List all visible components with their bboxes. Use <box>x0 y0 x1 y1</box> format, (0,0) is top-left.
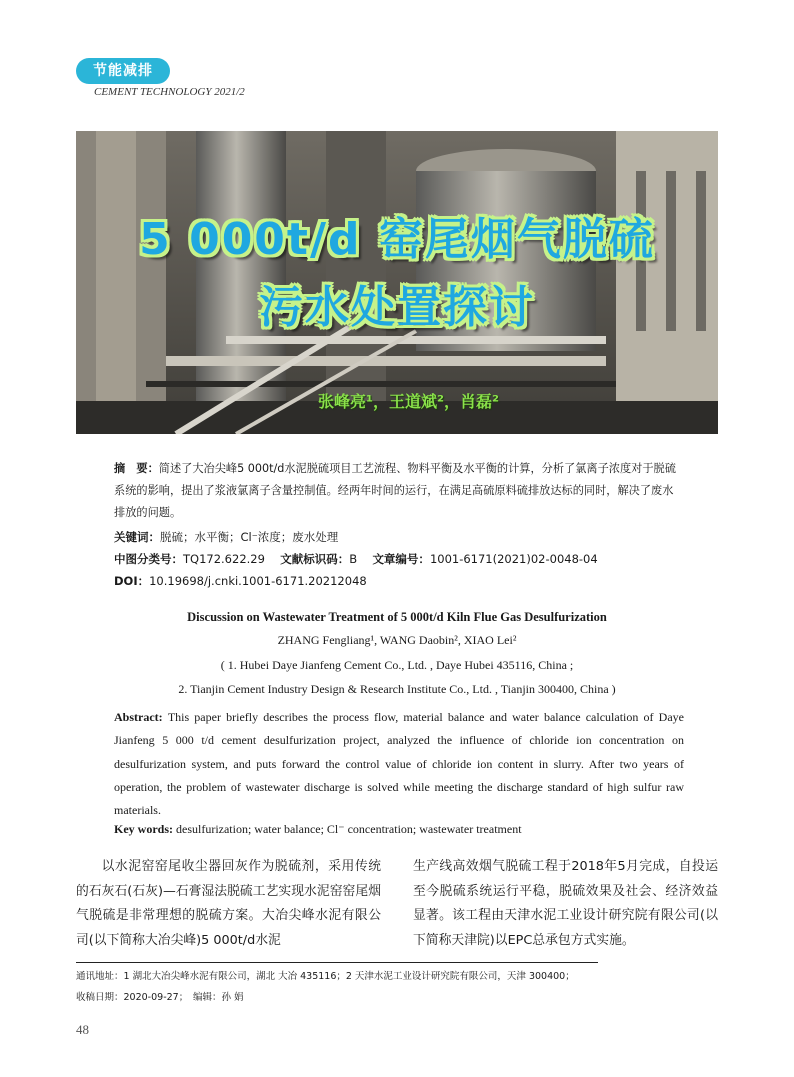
english-affiliation-2: 2. Tianjin Cement Industry Design & Research Institute Co., Ltd. , Tianjin 300400, China ) <box>178 682 616 696</box>
article-title-line1: 5 000t/d 窑尾烟气脱硫 <box>139 214 655 265</box>
english-title: Discussion on Wastewater Treatment of 5 000t/d Kiln Flue Gas Desulfurization <box>187 610 607 624</box>
hero-image <box>76 131 718 434</box>
section-badge: 节能减排 <box>76 58 170 84</box>
body-column-right: 生产线高效烟气脱硫工程于2018年5月完成，自投运至今脱硫系统运行平稳，脱硫效果及社会、经济效益显著。该工程由天津水泥工业设计研究院有限公司(以下简称天津院)以EPC总承包方式实施。 <box>413 859 718 948</box>
doc-code-value: B <box>349 552 358 566</box>
english-keywords-label: Key words: <box>114 822 176 836</box>
english-abstract-label: Abstract: <box>114 710 168 724</box>
footnote-address: 通讯地址：1 湖北大冶尖峰水泥有限公司，湖北 大冶 435116；2 天津水泥工业设计研究院有限公司，天津 300400； <box>76 971 575 982</box>
article-title-line2: 污水处置探讨 <box>259 282 535 333</box>
footnote-received: 收稿日期：2020-09-27； 编辑：孙 娟 <box>76 992 244 1003</box>
english-keywords <box>114 822 684 837</box>
classification-line <box>114 548 684 570</box>
page-number: 48 <box>76 1022 89 1037</box>
english-abstract <box>114 706 684 822</box>
footnote-divider <box>76 962 598 963</box>
keywords-label: 关键词： <box>114 530 160 544</box>
english-keywords-text: desulfurization; water balance; Cl⁻ concentration; wastewater treatment <box>176 822 522 836</box>
english-authors: ZHANG Fengliang¹, WANG Daobin², XIAO Lei² <box>277 633 517 647</box>
journal-header: CEMENT TECHNOLOGY 2021/2 <box>94 86 245 98</box>
english-affiliation-1: ( 1. Hubei Daye Jianfeng Cement Co., Ltd. , Daye Hubei 435116, China ; <box>220 658 574 672</box>
clc-value: TQ172.622.29 <box>183 552 265 566</box>
abstract-label: 摘 要： <box>114 462 159 475</box>
clc-label: 中图分类号： <box>114 552 183 566</box>
doi-value[interactable]: 10.19698/j.cnki.1001-6171.20212048 <box>149 574 367 588</box>
article-number-value: 1001-6171(2021)02-0048-04 <box>429 552 598 566</box>
english-abstract-text: This paper briefly describes the process flow, material balance and water balance calculation of Daye Jianfeng 5 000 t/d cement desulfurization project, analyzed the influence of chloride ion concentration on desulfurization system, and puts forward the control value of chloride ion content in slurry. After two years of operation, the problem of wastewater discharge is solved while meeting the discharge standard of high sulfur raw materials. <box>114 710 684 818</box>
doi-line <box>114 570 684 592</box>
chinese-keywords <box>114 526 684 548</box>
keywords-text: 脱硫；水平衡；Cl⁻浓度；废水处理 <box>160 530 339 544</box>
doc-code-label: 文献标识码： <box>280 552 350 566</box>
hero-authors: 张峰亮¹，王道斌²，肖磊² <box>318 392 500 411</box>
chinese-abstract <box>114 458 684 524</box>
article-number-label: 文章编号： <box>372 552 430 566</box>
doi-label: DOI： <box>114 574 150 588</box>
body-column-left: 以水泥窑窑尾收尘器回灰作为脱硫剂，采用传统的石灰石(石灰)—石膏湿法脱硫工艺实现水泥窑窑尾烟气脱硫是非常理想的脱硫方案。大冶尖峰水泥有限公司(以下简称大冶尖峰)5 000t/d水泥 <box>76 859 381 948</box>
abstract-text: 简述了大冶尖峰5 000t/d水泥脱硫项目工艺流程、物料平衡及水平衡的计算，分析了氯离子浓度对于脱硫系统的影响，提出了浆液氯离子含量控制值。经两年时间的运行，在满足高硫原料硫排放达标的同时，解决了废水排放的问题。 <box>114 462 676 519</box>
